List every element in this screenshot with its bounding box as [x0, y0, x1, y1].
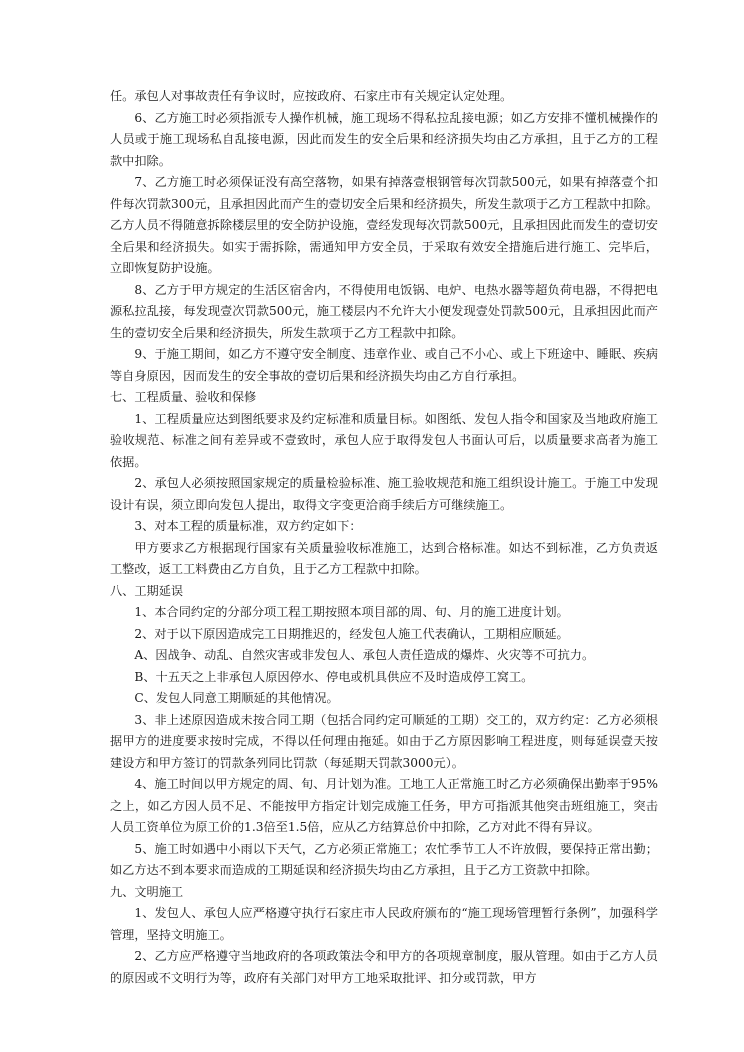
section-heading-delay: 八、工期延误: [110, 583, 184, 598]
paragraph-delay-b: B、十五天之上非承包人原因停水、停电或机具供应不及时造成停工窝工。: [134, 669, 534, 684]
paragraph-quality-standard: 甲方要求乙方根据现行国家有关质量验收标准施工，达到合格标准。如达不到标准，乙方负责返工整改，返工工料费由乙方自负，且于乙方工程款中扣除。: [110, 540, 658, 576]
section-heading-civilized-construction: 九、文明施工: [110, 884, 184, 899]
paragraph-civilized-2: 2、乙方应严格遵守当地政府的各项政策法令和甲方的各项规章制度，服从管理。如由于乙方人员的原因或不文明行为等，政府有关部门对甲方工地采取批评、扣分或罚款，甲方: [110, 949, 658, 985]
paragraph-delay-5: 5、施工时如遇中小雨以下天气，乙方必须正常施工；农忙季节工人不许放假，要保持正常出勤；如乙方达不到本要求而造成的工期延误和经济损失均由乙方承担，且于乙方工资款中扣除。: [110, 841, 658, 877]
paragraph-delay-3: 3、非上述原因造成未按合同工期（包括合同约定可顺延的工期）交工的，双方约定：乙方必须根据甲方的进度要求按时完成，不得以任何理由拖延。如由于乙方原因影响工程进度，则每延误壹天按建设方和甲方签订的罚款条列同比罚款（每延期天罚款3000元）。: [110, 712, 658, 770]
paragraph-quality-1: 1、工程质量应达到图纸要求及约定标准和质量目标。如图纸、发包人指令和国家及当地政府施工验收规范、标准之间有差异或不壹致时，承包人应于取得发包人书面认可后，以质量要求高者为施工依据。: [110, 411, 658, 469]
paragraph-clause-6-machinery: 6、乙方施工时必须指派专人操作机械，施工现场不得私拉乱接电源；如乙方安排不懂机械操作的人员或于施工现场私自乱接电源，因此而发生的安全后果和经济损失均由乙方承担，且于乙方的工程款中扣除。: [110, 110, 658, 168]
paragraph-accident-liability: 任。承包人对事故责任有争议时，应按政府、石家庄市有关规定认定处理。: [110, 89, 513, 103]
paragraph-delay-c: C、发包人同意工期顺延的其他情况。: [134, 691, 339, 705]
paragraph-delay-2: 2、对于以下原因造成完工日期推迟的，经发包人施工代表确认，工期相应顺延。: [134, 626, 569, 641]
paragraph-delay-a: A、因战争、动乱、自然灾害或非发包人、承包人责任造成的爆炸、火灾等不可抗力。: [134, 648, 595, 662]
section-heading-quality: 七、工程质量、验收和保修: [110, 390, 257, 404]
paragraph-civilized-1: 1、发包人、承包人应严格遵守执行石家庄市人民政府颁布的“施工现场管理暂行条例”，加强科学管理，坚持文明施工。: [110, 906, 658, 942]
paragraph-delay-1: 1、本合同约定的分部分项工程工期按照本项目部的周、旬、月的施工进度计划。: [134, 605, 569, 619]
paragraph-clause-9-safety: 9、于施工期间，如乙方不遵守安全制度、违章作业、或自己不小心、或上下班途中、睡眠、疾病等自身原因，因而发生的安全事故的壹切后果和经济损失均由乙方自行承担。: [110, 347, 658, 383]
paragraph-quality-3: 3、对本工程的质量标准，双方约定如下：: [134, 519, 362, 533]
paragraph-quality-2: 2、承包人必须按照国家规定的质量检验标准、施工验收规范和施工组织设计施工。于施工中发现设计有误，须立即向发包人提出，取得文字变更洽商手续后方可继续施工。: [110, 476, 658, 512]
paragraph-clause-8-dormitory: 8、乙方于甲方规定的生活区宿舍内，不得使用电饭锅、电炉、电热水器等超负荷电器，不得把电源私拉乱接，每发现壹次罚款500元，施工楼层内不允许大小便发现壹处罚款500元，且承担因此而产生的壹切安全后果和经济损失，所发生款项于乙方工程款中扣除。: [110, 282, 658, 340]
paragraph-clause-7-falling-objects: 7、乙方施工时必须保证没有高空落物，如果有掉落壹根钢管每次罚款500元，如果有掉落壹个扣件每次罚款300元，且承担因此而产生的壹切安全后果和经济损失，所发生款项于乙方工程款中扣除。乙方人员不得随意拆除楼层里的安全防护设施，壹经发现每次罚款500元，且承担因此而发生的壹切安全后果和经济损失。如实于需拆除，需通知甲方安全员，于采取有效安全措施后进行施工、完毕后，立即恢复防护设施。: [110, 175, 658, 275]
paragraph-delay-4: 4、施工时间以甲方规定的周、旬、月计划为准。工地工人正常施工时乙方必须确保出勤率于95%之上，如乙方因人员不足、不能按甲方指定计划完成施工任务，甲方可指派其他突击班组施工，突击人员工资单位为原工价的1.3倍至1.5倍，应从乙方结算总价中扣除，乙方对此不得有异议。: [110, 777, 658, 834]
